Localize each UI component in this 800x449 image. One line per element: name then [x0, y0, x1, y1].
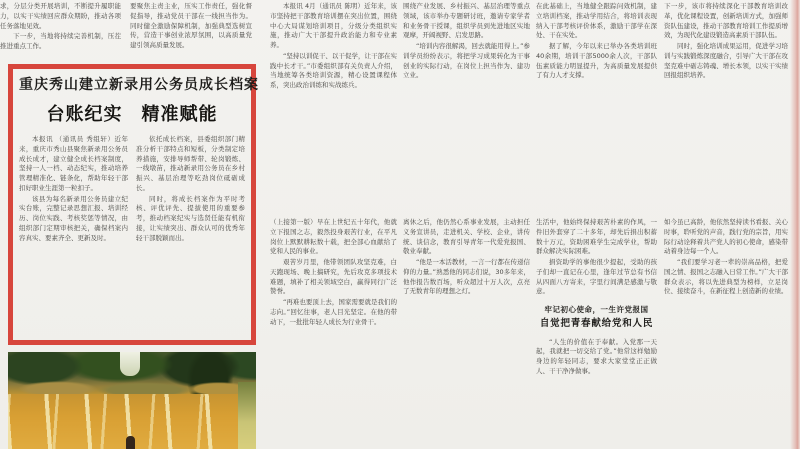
paragraph: 下一步，当地将持续完善机制，压茬推进重点工作。: [0, 32, 121, 50]
column-6-bottom: [664, 218, 788, 449]
paragraph: 同时，将成长档案作为平时考核、评优评先、提拔使用的重要参考，推动档案纪实与选贤任能有机衔接，让实绩突出、群众认可的优秀年轻干部脱颖而出。: [136, 194, 245, 242]
paragraph: “培训内容很解渴，回去就能用得上。”参训学员纷纷表示，将把学习成果转化为干事创业的实际行动，在岗位上担当作为、建功立业。: [403, 42, 530, 80]
subhead-line-2: 自觉把青春献给党和人民: [539, 318, 654, 330]
article-body-columns: [19, 135, 245, 317]
paragraph: 该县为每名新录用公务员建立纪实台账，完整记录思想汇报、培训经历、岗位实践、考核奖惩等情况，由组织部门定期审核把关，确保档案内容真实、要素齐全、更新及时。: [19, 194, 128, 242]
paragraph: （上接第一版）早在上世纪五十年代，他就立下报国之志，毅然投身艰苦行业，在平凡岗位上默默耕耘数十载，把全部心血献给了党和人民的事业。: [270, 218, 397, 256]
paragraph: 同时，强化培训成果运用，促进学习培训与实践锻炼深度融合，引导广大干部在攻坚克难中砺志铸魂、增长本领，以实干实绩回报组织培养。: [664, 42, 788, 80]
article-headline: 台账纪实 精准赋能: [46, 104, 218, 125]
column-3-bottom: [270, 218, 397, 449]
column-5-top: [536, 2, 657, 192]
paragraph: 求，分层分类开展培训，不断提升履职能力，以实干实绩回应群众期盼，推动各项任务落地见效。: [0, 2, 121, 30]
top-left-column-a: [0, 2, 121, 50]
column-6-top: [664, 2, 788, 190]
photo-grass-edge: [238, 382, 256, 449]
subhead-line-1: 牢记初心使命，一生许党报国: [544, 305, 649, 314]
paragraph: “我们要学习老一辈的崇高品格，把爱国之情、报国之志融入日常工作。”广大干部群众表示，将以先进典型为榜样，立足岗位、接续奋斗，在新征程上创造新的业绩。: [664, 258, 788, 296]
page-edge-shadow: [790, 0, 800, 449]
article-kicker: 重庆秀山建立新录用公务员成长档案: [19, 77, 259, 93]
top-left-column-b: [130, 2, 252, 60]
paragraph: “人生的价值在于奉献。入党那一天起，我就把一切交给了党。”他常这样勉励身边的年轻同志，要求大家堂堂正正做人、干干净净做事。: [536, 337, 657, 375]
paragraph: 要聚焦主责主业，压实工作责任，强化督促指导，推动党员干部在一线担当作为。同时健全激励保障机制，加强典型选树宣传，营造干事创业浓厚氛围，以高质量党建引领高质量发展。: [130, 2, 252, 49]
paragraph: 据了解，今年以来已举办各类培训班40余期，培训干部5000余人次，干部队伍素质能力明显提升，为高质量发展提供了有力人才支撑。: [536, 42, 657, 80]
paragraph: 在此基础上，当地健全跟踪问效机制，建立培训档案，推动学用结合，将培训表现纳入干部考核评价体系，激励干部学在深处、干在实处。: [536, 2, 657, 40]
paragraph: 生活中，他始终保持艰苦朴素的作风，一件旧外套穿了二十多年，却先后捐出积蓄数十万元，资助困难学生完成学业，帮助群众解决实际困难。: [536, 218, 657, 256]
column-3-top: [270, 2, 397, 192]
paragraph: 依托成长档案，县委组织部门精准分析干部特点和短板，分类制定培养措施，安排导师帮带、轮岗锻炼、一线墩苗，推动新录用公务员在乡村振兴、基层治理等吃劲岗位砥砺成长。: [136, 135, 245, 192]
paragraph: 离休之后，他仍然心系事业发展，主动担任义务宣讲员，走进机关、学校、企业，讲传统、谈信念，教育引导青年一代爱党报国、敬业奉献。: [403, 218, 530, 256]
paragraph: 捐资助学的事他很少提起，受助的孩子们却一直记在心里，逢年过节总有书信从四面八方寄来，字里行间满是感激与敬意。: [536, 258, 657, 296]
highlighted-article-box[interactable]: [8, 64, 259, 345]
paragraph: “他是一本活教材，一言一行都在传递信仰的力量。”熟悉他的同志们说，30多年来，他作报告数百场，听众超过十万人次，点亮了无数青年的理想之灯。: [403, 258, 530, 296]
paragraph: 本报讯 4月（通讯员 陈明）近年来，该市坚持把干部教育培训摆在突出位置，围绕中心大局谋划培训项目，分级分类组织实施，推动广大干部提升政治能力和专业素养。: [270, 2, 397, 49]
paragraph: “坚持以训促干、以干促学，让干部在实践中长才干。”市委组织部有关负责人介绍，当地统筹各类培训资源，精心设置课程体系，突出政治训练和实战练兵。: [270, 51, 397, 89]
paragraph: “再难也要顶上去，国家需要就是我们的志向。”回忆往事，老人目光坚定。在他的带动下，一批批年轻人成长为行业骨干。: [270, 298, 397, 326]
paragraph: 围绕产业发展、乡村振兴、基层治理等重点领域，该市举办专题研讨班，邀请专家学者和业务骨干授课，组织学员到先进地区实地观摩，开阔视野、启发思路。: [403, 2, 530, 40]
photo-person: [126, 436, 135, 449]
paragraph: 下一步，该市将持续深化干部教育培训改革，优化课程设置，创新培训方式，加强师资队伍建设，推动干部教育培训工作提质增效，为现代化建设锻造高素质干部队伍。: [664, 2, 788, 40]
column-5-post-text: [536, 338, 657, 377]
photo-sky-gap: [120, 352, 140, 376]
paragraph: 本报讯 （通讯员 秀组轩）近年来，重庆市秀山县聚焦新录用公务员成长成才，建立健全成长档案制度，坚持一人一档、动态纪实，推动培养管理精准化、链条化，帮助年轻干部扣好职业生涯第一粒扣子。: [19, 135, 128, 192]
paragraph: 艰苦岁月里，他带领团队攻坚克难，白天跑现场、晚上搞研究，先后攻克多项技术难题，填补了相关领域空白，赢得同行广泛赞誉。: [270, 258, 397, 296]
column-4-top: [403, 2, 530, 192]
section-subhead: [536, 304, 657, 332]
paragraph: 如今虽已高龄，他依然坚持读书看报、关心时事，聆听党的声音，践行党的宗旨，用实际行动诠释着共产党人的初心使命，感染带动着身边每一个人。: [664, 218, 788, 256]
column-4-bottom: [403, 218, 530, 449]
field-photo: [8, 352, 256, 449]
column-5-pre-text: [536, 218, 657, 297]
column-5-bottom: [536, 218, 657, 449]
